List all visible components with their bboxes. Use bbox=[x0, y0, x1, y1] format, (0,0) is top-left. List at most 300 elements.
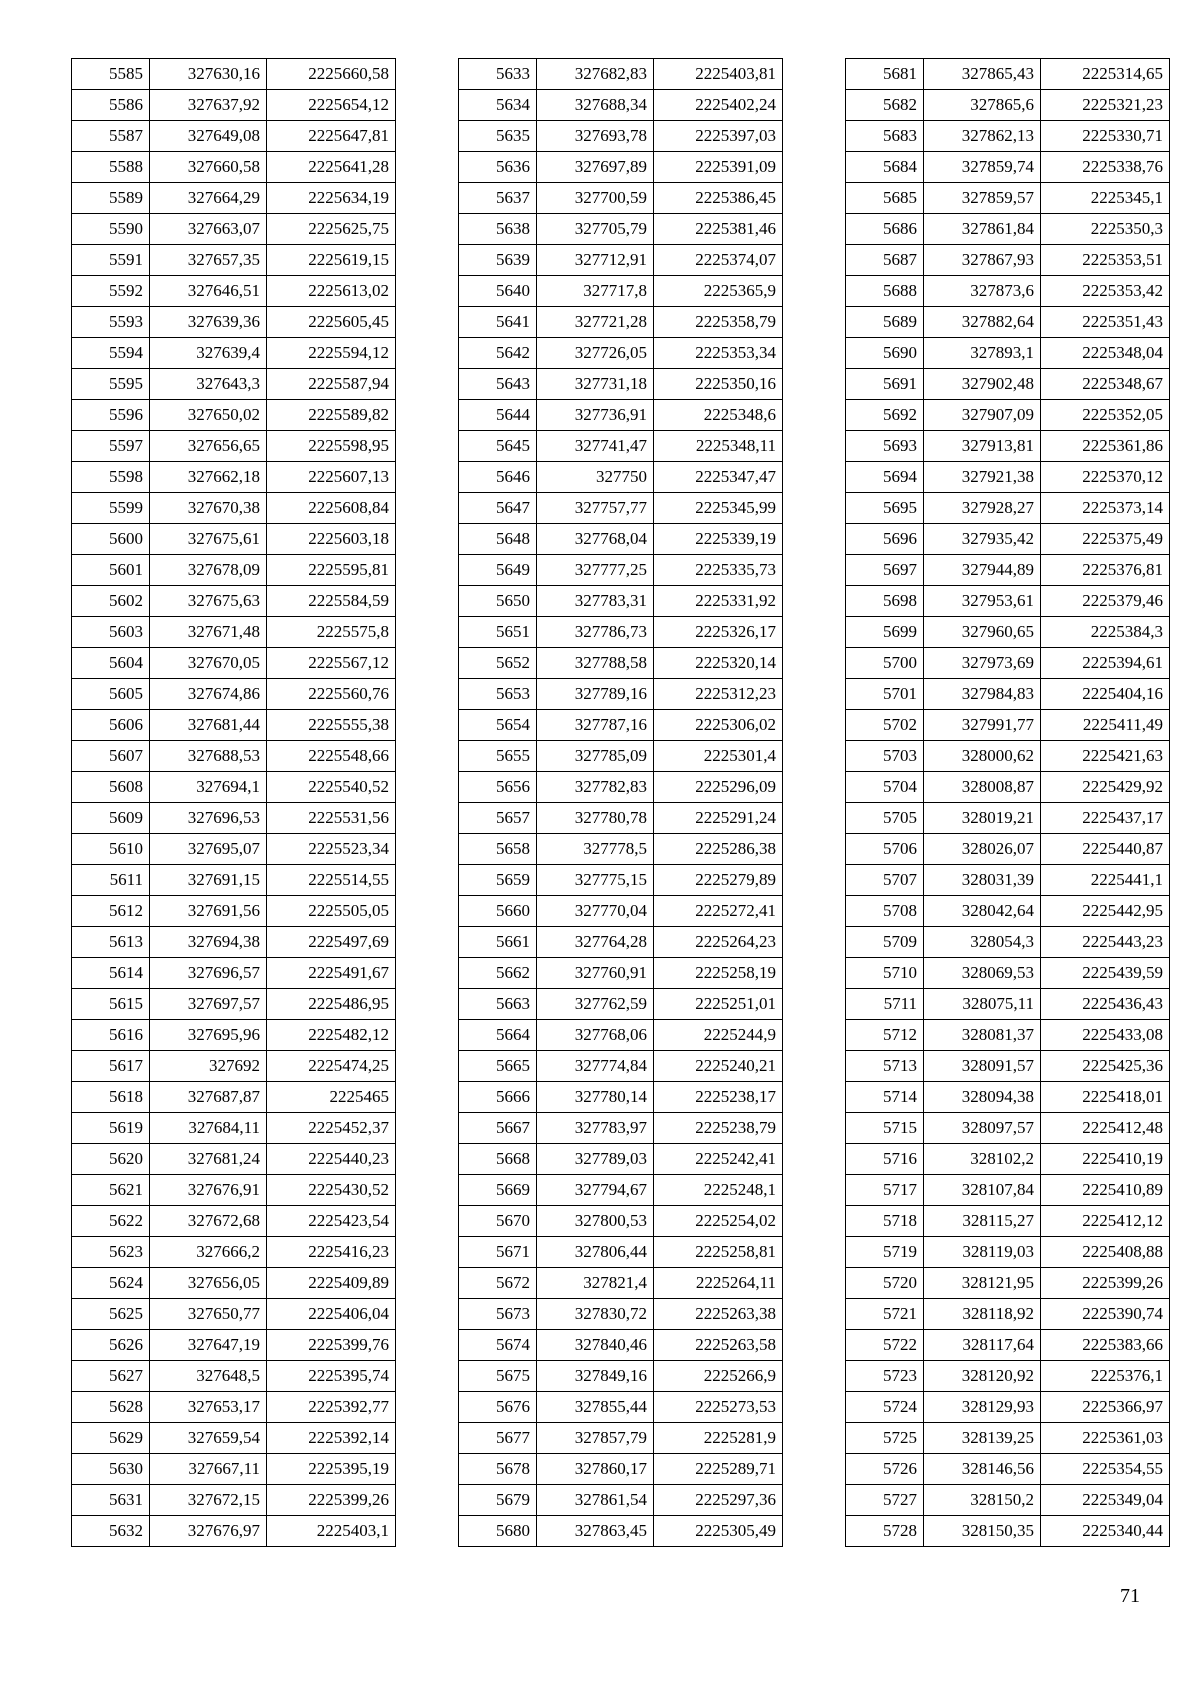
point-number-cell: 5710 bbox=[846, 958, 924, 989]
y-coordinate-cell: 2225441,1 bbox=[1041, 865, 1170, 896]
y-coordinate-cell: 2225340,44 bbox=[1041, 1516, 1170, 1547]
y-coordinate-cell: 2225350,3 bbox=[1041, 214, 1170, 245]
point-number-cell: 5719 bbox=[846, 1237, 924, 1268]
x-coordinate-cell: 327782,83 bbox=[537, 772, 654, 803]
point-number-cell: 5654 bbox=[459, 710, 537, 741]
point-number-cell: 5662 bbox=[459, 958, 537, 989]
x-coordinate-cell: 327867,93 bbox=[924, 245, 1041, 276]
y-coordinate-cell: 2225390,74 bbox=[1041, 1299, 1170, 1330]
table-row bbox=[72, 59, 396, 90]
x-coordinate-cell: 327676,91 bbox=[150, 1175, 267, 1206]
y-coordinate-cell: 2225399,26 bbox=[1041, 1268, 1170, 1299]
table-row bbox=[846, 1237, 1170, 1268]
y-coordinate-cell: 2225474,25 bbox=[267, 1051, 396, 1082]
y-coordinate-cell: 2225575,8 bbox=[267, 617, 396, 648]
x-coordinate-cell: 327694,1 bbox=[150, 772, 267, 803]
table-row bbox=[459, 555, 783, 586]
point-number-cell: 5671 bbox=[459, 1237, 537, 1268]
y-coordinate-cell: 2225605,45 bbox=[267, 307, 396, 338]
table-row bbox=[459, 1206, 783, 1237]
point-number-cell: 5641 bbox=[459, 307, 537, 338]
table-row bbox=[846, 1361, 1170, 1392]
table-row bbox=[72, 1051, 396, 1082]
table-row bbox=[459, 369, 783, 400]
point-number-cell: 5721 bbox=[846, 1299, 924, 1330]
table-row bbox=[459, 958, 783, 989]
point-number-cell: 5690 bbox=[846, 338, 924, 369]
point-number-cell: 5593 bbox=[72, 307, 150, 338]
point-number-cell: 5650 bbox=[459, 586, 537, 617]
y-coordinate-cell: 2225272,41 bbox=[654, 896, 783, 927]
point-number-cell: 5642 bbox=[459, 338, 537, 369]
point-number-cell: 5663 bbox=[459, 989, 537, 1020]
y-coordinate-cell: 2225399,26 bbox=[267, 1485, 396, 1516]
x-coordinate-cell: 327712,91 bbox=[537, 245, 654, 276]
point-number-cell: 5697 bbox=[846, 555, 924, 586]
y-coordinate-cell: 2225384,3 bbox=[1041, 617, 1170, 648]
y-coordinate-cell: 2225589,82 bbox=[267, 400, 396, 431]
x-coordinate-cell: 327800,53 bbox=[537, 1206, 654, 1237]
y-coordinate-cell: 2225350,16 bbox=[654, 369, 783, 400]
point-number-cell: 5623 bbox=[72, 1237, 150, 1268]
x-coordinate-cell: 327684,11 bbox=[150, 1113, 267, 1144]
point-number-cell: 5703 bbox=[846, 741, 924, 772]
y-coordinate-cell: 2225497,69 bbox=[267, 927, 396, 958]
y-coordinate-cell: 2225331,92 bbox=[654, 586, 783, 617]
x-coordinate-cell: 327721,28 bbox=[537, 307, 654, 338]
table-row bbox=[846, 834, 1170, 865]
y-coordinate-cell: 2225625,75 bbox=[267, 214, 396, 245]
x-coordinate-cell: 328146,56 bbox=[924, 1454, 1041, 1485]
point-number-cell: 5612 bbox=[72, 896, 150, 927]
x-coordinate-cell: 327991,77 bbox=[924, 710, 1041, 741]
y-coordinate-cell: 2225505,05 bbox=[267, 896, 396, 927]
table-row bbox=[846, 1485, 1170, 1516]
x-coordinate-cell: 328091,57 bbox=[924, 1051, 1041, 1082]
x-coordinate-cell: 327882,64 bbox=[924, 307, 1041, 338]
table-row bbox=[72, 1082, 396, 1113]
y-coordinate-cell: 2225412,48 bbox=[1041, 1113, 1170, 1144]
point-number-cell: 5632 bbox=[72, 1516, 150, 1547]
x-coordinate-cell: 327670,05 bbox=[150, 648, 267, 679]
x-coordinate-cell: 327778,5 bbox=[537, 834, 654, 865]
x-coordinate-cell: 327768,04 bbox=[537, 524, 654, 555]
point-number-cell: 5681 bbox=[846, 59, 924, 90]
table-row bbox=[459, 400, 783, 431]
y-coordinate-cell: 2225567,12 bbox=[267, 648, 396, 679]
point-number-cell: 5678 bbox=[459, 1454, 537, 1485]
point-number-cell: 5599 bbox=[72, 493, 150, 524]
table-row bbox=[459, 462, 783, 493]
y-coordinate-cell: 2225347,47 bbox=[654, 462, 783, 493]
table-row bbox=[846, 741, 1170, 772]
y-coordinate-cell: 2225406,04 bbox=[267, 1299, 396, 1330]
table-row bbox=[72, 1144, 396, 1175]
point-number-cell: 5604 bbox=[72, 648, 150, 679]
table-row bbox=[459, 896, 783, 927]
point-number-cell: 5643 bbox=[459, 369, 537, 400]
x-coordinate-cell: 327865,6 bbox=[924, 90, 1041, 121]
y-coordinate-cell: 2225433,08 bbox=[1041, 1020, 1170, 1051]
x-coordinate-cell: 327731,18 bbox=[537, 369, 654, 400]
page-number: 71 bbox=[1120, 1585, 1140, 1607]
table-row bbox=[72, 1175, 396, 1206]
table-row bbox=[459, 1392, 783, 1423]
coordinates-table-2 bbox=[458, 58, 783, 1547]
point-number-cell: 5696 bbox=[846, 524, 924, 555]
x-coordinate-cell: 327664,29 bbox=[150, 183, 267, 214]
y-coordinate-cell: 2225595,81 bbox=[267, 555, 396, 586]
x-coordinate-cell: 327830,72 bbox=[537, 1299, 654, 1330]
point-number-cell: 5610 bbox=[72, 834, 150, 865]
x-coordinate-cell: 327637,92 bbox=[150, 90, 267, 121]
table-row bbox=[459, 431, 783, 462]
table-row bbox=[72, 772, 396, 803]
point-number-cell: 5653 bbox=[459, 679, 537, 710]
x-coordinate-cell: 327678,09 bbox=[150, 555, 267, 586]
table-row bbox=[459, 183, 783, 214]
point-number-cell: 5626 bbox=[72, 1330, 150, 1361]
x-coordinate-cell: 328000,62 bbox=[924, 741, 1041, 772]
y-coordinate-cell: 2225286,38 bbox=[654, 834, 783, 865]
y-coordinate-cell: 2225353,51 bbox=[1041, 245, 1170, 276]
table-row bbox=[846, 90, 1170, 121]
x-coordinate-cell: 327780,78 bbox=[537, 803, 654, 834]
x-coordinate-cell: 327695,07 bbox=[150, 834, 267, 865]
point-number-cell: 5648 bbox=[459, 524, 537, 555]
x-coordinate-cell: 327789,03 bbox=[537, 1144, 654, 1175]
x-coordinate-cell: 327672,15 bbox=[150, 1485, 267, 1516]
table-row bbox=[72, 90, 396, 121]
table-row bbox=[846, 989, 1170, 1020]
table-row bbox=[846, 245, 1170, 276]
x-coordinate-cell: 327944,89 bbox=[924, 555, 1041, 586]
table-row bbox=[459, 1454, 783, 1485]
x-coordinate-cell: 327675,61 bbox=[150, 524, 267, 555]
x-coordinate-cell: 327785,09 bbox=[537, 741, 654, 772]
y-coordinate-cell: 2225531,56 bbox=[267, 803, 396, 834]
table-row bbox=[459, 865, 783, 896]
point-number-cell: 5601 bbox=[72, 555, 150, 586]
point-number-cell: 5644 bbox=[459, 400, 537, 431]
point-number-cell: 5666 bbox=[459, 1082, 537, 1113]
y-coordinate-cell: 2225540,52 bbox=[267, 772, 396, 803]
table-row bbox=[459, 648, 783, 679]
x-coordinate-cell: 327762,59 bbox=[537, 989, 654, 1020]
table-row bbox=[72, 183, 396, 214]
table-row bbox=[459, 617, 783, 648]
point-number-cell: 5608 bbox=[72, 772, 150, 803]
x-coordinate-cell: 327639,4 bbox=[150, 338, 267, 369]
table-row bbox=[846, 1206, 1170, 1237]
point-number-cell: 5727 bbox=[846, 1485, 924, 1516]
x-coordinate-cell: 327726,05 bbox=[537, 338, 654, 369]
point-number-cell: 5596 bbox=[72, 400, 150, 431]
point-number-cell: 5694 bbox=[846, 462, 924, 493]
x-coordinate-cell: 327913,81 bbox=[924, 431, 1041, 462]
table-row bbox=[459, 772, 783, 803]
table-row bbox=[72, 1330, 396, 1361]
point-number-cell: 5718 bbox=[846, 1206, 924, 1237]
x-coordinate-cell: 327643,3 bbox=[150, 369, 267, 400]
table-row bbox=[72, 1020, 396, 1051]
y-coordinate-cell: 2225306,02 bbox=[654, 710, 783, 741]
table-row bbox=[459, 1020, 783, 1051]
point-number-cell: 5695 bbox=[846, 493, 924, 524]
table-row bbox=[72, 1206, 396, 1237]
table-row bbox=[72, 121, 396, 152]
table-row bbox=[846, 400, 1170, 431]
y-coordinate-cell: 2225248,1 bbox=[654, 1175, 783, 1206]
table-row bbox=[459, 1237, 783, 1268]
point-number-cell: 5717 bbox=[846, 1175, 924, 1206]
table-row bbox=[72, 586, 396, 617]
y-coordinate-cell: 2225598,95 bbox=[267, 431, 396, 462]
x-coordinate-cell: 327695,96 bbox=[150, 1020, 267, 1051]
x-coordinate-cell: 328139,25 bbox=[924, 1423, 1041, 1454]
table-row bbox=[459, 927, 783, 958]
y-coordinate-cell: 2225399,76 bbox=[267, 1330, 396, 1361]
table-row bbox=[846, 1516, 1170, 1547]
point-number-cell: 5636 bbox=[459, 152, 537, 183]
point-number-cell: 5693 bbox=[846, 431, 924, 462]
x-coordinate-cell: 327630,16 bbox=[150, 59, 267, 90]
x-coordinate-cell: 328019,21 bbox=[924, 803, 1041, 834]
y-coordinate-cell: 2225238,17 bbox=[654, 1082, 783, 1113]
x-coordinate-cell: 327691,15 bbox=[150, 865, 267, 896]
table-row bbox=[846, 803, 1170, 834]
x-coordinate-cell: 327674,86 bbox=[150, 679, 267, 710]
y-coordinate-cell: 2225361,86 bbox=[1041, 431, 1170, 462]
point-number-cell: 5597 bbox=[72, 431, 150, 462]
table-row bbox=[459, 1268, 783, 1299]
y-coordinate-cell: 2225335,73 bbox=[654, 555, 783, 586]
y-coordinate-cell: 2225430,52 bbox=[267, 1175, 396, 1206]
x-coordinate-cell: 327794,67 bbox=[537, 1175, 654, 1206]
table-row bbox=[72, 1423, 396, 1454]
y-coordinate-cell: 2225375,49 bbox=[1041, 524, 1170, 555]
x-coordinate-cell: 327902,48 bbox=[924, 369, 1041, 400]
x-coordinate-cell: 328097,57 bbox=[924, 1113, 1041, 1144]
x-coordinate-cell: 328008,87 bbox=[924, 772, 1041, 803]
table-row bbox=[459, 679, 783, 710]
table-row bbox=[846, 617, 1170, 648]
y-coordinate-cell: 2225482,12 bbox=[267, 1020, 396, 1051]
point-number-cell: 5728 bbox=[846, 1516, 924, 1547]
table-row bbox=[846, 896, 1170, 927]
y-coordinate-cell: 2225386,45 bbox=[654, 183, 783, 214]
table-row bbox=[72, 865, 396, 896]
x-coordinate-cell: 327789,16 bbox=[537, 679, 654, 710]
y-coordinate-cell: 2225409,89 bbox=[267, 1268, 396, 1299]
x-coordinate-cell: 327681,44 bbox=[150, 710, 267, 741]
point-number-cell: 5687 bbox=[846, 245, 924, 276]
point-number-cell: 5585 bbox=[72, 59, 150, 90]
table-row bbox=[72, 338, 396, 369]
point-number-cell: 5709 bbox=[846, 927, 924, 958]
table-row bbox=[459, 834, 783, 865]
point-number-cell: 5712 bbox=[846, 1020, 924, 1051]
y-coordinate-cell: 2225607,13 bbox=[267, 462, 396, 493]
y-coordinate-cell: 2225408,88 bbox=[1041, 1237, 1170, 1268]
table-row bbox=[846, 524, 1170, 555]
point-number-cell: 5589 bbox=[72, 183, 150, 214]
x-coordinate-cell: 327893,1 bbox=[924, 338, 1041, 369]
table-row bbox=[459, 1299, 783, 1330]
point-number-cell: 5722 bbox=[846, 1330, 924, 1361]
table-row bbox=[846, 214, 1170, 245]
table-row bbox=[72, 462, 396, 493]
y-coordinate-cell: 2225321,23 bbox=[1041, 90, 1170, 121]
point-number-cell: 5706 bbox=[846, 834, 924, 865]
y-coordinate-cell: 2225416,23 bbox=[267, 1237, 396, 1268]
table-row bbox=[846, 152, 1170, 183]
point-number-cell: 5720 bbox=[846, 1268, 924, 1299]
x-coordinate-cell: 327764,28 bbox=[537, 927, 654, 958]
y-coordinate-cell: 2225365,9 bbox=[654, 276, 783, 307]
y-coordinate-cell: 2225264,23 bbox=[654, 927, 783, 958]
x-coordinate-cell: 328107,84 bbox=[924, 1175, 1041, 1206]
x-coordinate-cell: 327688,53 bbox=[150, 741, 267, 772]
y-coordinate-cell: 2225352,05 bbox=[1041, 400, 1170, 431]
point-number-cell: 5692 bbox=[846, 400, 924, 431]
point-number-cell: 5630 bbox=[72, 1454, 150, 1485]
y-coordinate-cell: 2225291,24 bbox=[654, 803, 783, 834]
table-row bbox=[846, 431, 1170, 462]
table-row bbox=[846, 865, 1170, 896]
point-number-cell: 5655 bbox=[459, 741, 537, 772]
y-coordinate-cell: 2225354,55 bbox=[1041, 1454, 1170, 1485]
x-coordinate-cell: 327783,97 bbox=[537, 1113, 654, 1144]
table-row bbox=[72, 493, 396, 524]
table-row bbox=[72, 431, 396, 462]
y-coordinate-cell: 2225560,76 bbox=[267, 679, 396, 710]
x-coordinate-cell: 327928,27 bbox=[924, 493, 1041, 524]
y-coordinate-cell: 2225403,1 bbox=[267, 1516, 396, 1547]
table-row bbox=[846, 1175, 1170, 1206]
table-row bbox=[846, 121, 1170, 152]
x-coordinate-cell: 328150,35 bbox=[924, 1516, 1041, 1547]
x-coordinate-cell: 327873,6 bbox=[924, 276, 1041, 307]
point-number-cell: 5657 bbox=[459, 803, 537, 834]
table-row bbox=[459, 741, 783, 772]
point-number-cell: 5711 bbox=[846, 989, 924, 1020]
table-row bbox=[459, 245, 783, 276]
point-number-cell: 5685 bbox=[846, 183, 924, 214]
x-coordinate-cell: 327984,83 bbox=[924, 679, 1041, 710]
table-row bbox=[459, 1361, 783, 1392]
point-number-cell: 5638 bbox=[459, 214, 537, 245]
table-row bbox=[72, 1485, 396, 1516]
point-number-cell: 5705 bbox=[846, 803, 924, 834]
table-row bbox=[72, 1237, 396, 1268]
table-row bbox=[846, 710, 1170, 741]
table-row bbox=[459, 989, 783, 1020]
y-coordinate-cell: 2225421,63 bbox=[1041, 741, 1170, 772]
x-coordinate-cell: 327840,46 bbox=[537, 1330, 654, 1361]
table-row bbox=[846, 307, 1170, 338]
x-coordinate-cell: 327787,16 bbox=[537, 710, 654, 741]
x-coordinate-cell: 328031,39 bbox=[924, 865, 1041, 896]
y-coordinate-cell: 2225326,17 bbox=[654, 617, 783, 648]
point-number-cell: 5708 bbox=[846, 896, 924, 927]
table-row bbox=[72, 214, 396, 245]
y-coordinate-cell: 2225251,01 bbox=[654, 989, 783, 1020]
table-row bbox=[72, 152, 396, 183]
point-number-cell: 5646 bbox=[459, 462, 537, 493]
y-coordinate-cell: 2225608,84 bbox=[267, 493, 396, 524]
y-coordinate-cell: 2225349,04 bbox=[1041, 1485, 1170, 1516]
point-number-cell: 5698 bbox=[846, 586, 924, 617]
y-coordinate-cell: 2225429,92 bbox=[1041, 772, 1170, 803]
point-number-cell: 5679 bbox=[459, 1485, 537, 1516]
point-number-cell: 5674 bbox=[459, 1330, 537, 1361]
table-row bbox=[846, 1082, 1170, 1113]
x-coordinate-cell: 328042,64 bbox=[924, 896, 1041, 927]
point-number-cell: 5645 bbox=[459, 431, 537, 462]
point-number-cell: 5664 bbox=[459, 1020, 537, 1051]
point-number-cell: 5618 bbox=[72, 1082, 150, 1113]
y-coordinate-cell: 2225395,19 bbox=[267, 1454, 396, 1485]
y-coordinate-cell: 2225244,9 bbox=[654, 1020, 783, 1051]
y-coordinate-cell: 2225348,6 bbox=[654, 400, 783, 431]
x-coordinate-cell: 327717,8 bbox=[537, 276, 654, 307]
table-row bbox=[846, 462, 1170, 493]
x-coordinate-cell: 327693,78 bbox=[537, 121, 654, 152]
x-coordinate-cell: 327775,15 bbox=[537, 865, 654, 896]
table-row bbox=[846, 369, 1170, 400]
y-coordinate-cell: 2225613,02 bbox=[267, 276, 396, 307]
table-row bbox=[459, 1175, 783, 1206]
point-number-cell: 5606 bbox=[72, 710, 150, 741]
y-coordinate-cell: 2225397,03 bbox=[654, 121, 783, 152]
coordinates-table-3 bbox=[845, 58, 1170, 1547]
point-number-cell: 5605 bbox=[72, 679, 150, 710]
x-coordinate-cell: 327953,61 bbox=[924, 586, 1041, 617]
x-coordinate-cell: 327806,44 bbox=[537, 1237, 654, 1268]
y-coordinate-cell: 2225641,28 bbox=[267, 152, 396, 183]
point-number-cell: 5621 bbox=[72, 1175, 150, 1206]
x-coordinate-cell: 327935,42 bbox=[924, 524, 1041, 555]
x-coordinate-cell: 327676,97 bbox=[150, 1516, 267, 1547]
y-coordinate-cell: 2225296,09 bbox=[654, 772, 783, 803]
y-coordinate-cell: 2225383,66 bbox=[1041, 1330, 1170, 1361]
point-number-cell: 5617 bbox=[72, 1051, 150, 1082]
y-coordinate-cell: 2225410,89 bbox=[1041, 1175, 1170, 1206]
table-row bbox=[72, 958, 396, 989]
x-coordinate-cell: 327650,77 bbox=[150, 1299, 267, 1330]
point-number-cell: 5702 bbox=[846, 710, 924, 741]
point-number-cell: 5598 bbox=[72, 462, 150, 493]
y-coordinate-cell: 2225442,95 bbox=[1041, 896, 1170, 927]
y-coordinate-cell: 2225411,49 bbox=[1041, 710, 1170, 741]
point-number-cell: 5676 bbox=[459, 1392, 537, 1423]
point-number-cell: 5616 bbox=[72, 1020, 150, 1051]
point-number-cell: 5628 bbox=[72, 1392, 150, 1423]
x-coordinate-cell: 327657,35 bbox=[150, 245, 267, 276]
x-coordinate-cell: 328117,64 bbox=[924, 1330, 1041, 1361]
point-number-cell: 5588 bbox=[72, 152, 150, 183]
y-coordinate-cell: 2225452,37 bbox=[267, 1113, 396, 1144]
y-coordinate-cell: 2225548,66 bbox=[267, 741, 396, 772]
table-row bbox=[459, 276, 783, 307]
point-number-cell: 5668 bbox=[459, 1144, 537, 1175]
point-number-cell: 5724 bbox=[846, 1392, 924, 1423]
point-number-cell: 5603 bbox=[72, 617, 150, 648]
table-row bbox=[72, 1516, 396, 1547]
point-number-cell: 5683 bbox=[846, 121, 924, 152]
table-row bbox=[72, 1454, 396, 1485]
